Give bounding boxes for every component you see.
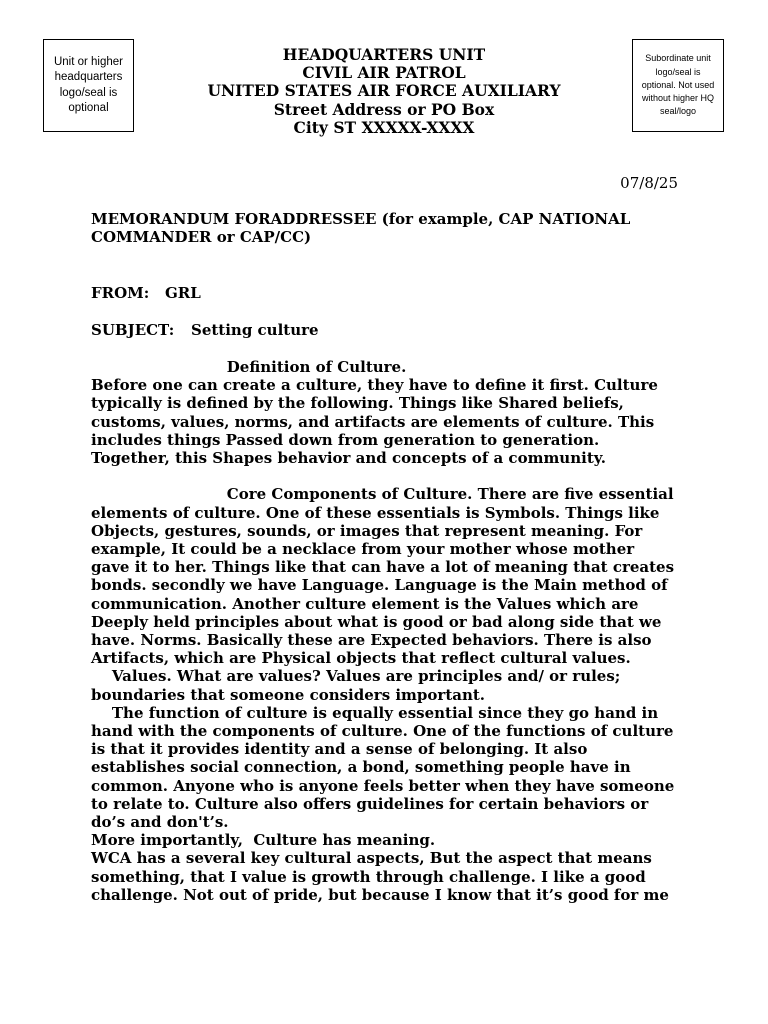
letterhead-line: CIVIL AIR PATROL — [302, 63, 466, 83]
body-line: Together, this Shapes behavior and concepts of a community. — [91, 449, 606, 468]
seal-note-right: Subordinate unit logo/seal is optional. Not used without higher HQ seal/logo — [641, 53, 715, 117]
body-line: gave it to her. Things like that can have a lot of meaning that creates — [91, 558, 675, 577]
letterhead-line: HEADQUARTERS UNIT — [282, 45, 486, 64]
from-value: GRL — [165, 284, 201, 302]
body-line: have. Norms. Basically these are Expected behaviors. There is also — [91, 631, 652, 650]
body-line: Deeply held principles about what is good or bad along side that we — [91, 612, 662, 631]
body-line: is that it provides identity and a sense of belonging. It also — [91, 740, 588, 759]
body-line: includes things Passed down from generation to generation. — [91, 430, 600, 449]
body-line: elements of culture. One of these essentials is Symbols. Things like — [91, 503, 660, 522]
body-line: boundaries that someone considers important. — [91, 685, 486, 704]
memo-addressee-line: MEMORANDUM FORADDRESSEE (for example, CAP NATIONAL — [91, 210, 631, 228]
memo-date: 07/8/25 — [620, 174, 678, 192]
body-line: do’s and don't’s. — [91, 813, 229, 832]
memo-addressee — [91, 210, 691, 247]
unit-seal-placeholder-left — [43, 39, 134, 132]
body-line: example, It could be a necklace from your mother whose mother — [91, 540, 635, 559]
body-line: communication. Another culture element is the Values which are — [91, 594, 639, 613]
body-line: The function of culture is equally essential since they go hand in — [91, 703, 659, 722]
subject-value: Setting culture — [191, 321, 319, 339]
body-line: Core Components of Culture. There are five essential — [91, 485, 674, 504]
blank-line — [91, 467, 711, 485]
body-line: common. Anyone who is anyone feels better when they have someone — [91, 776, 675, 795]
memo-body — [91, 358, 711, 904]
body-line: establishes social connection, a bond, something people have in — [91, 758, 631, 777]
letterhead — [150, 46, 618, 137]
memo-addressee-line: COMMANDER or CAP/CC) — [91, 228, 312, 247]
letterhead-line: Street Address or PO Box — [273, 99, 495, 119]
from-line — [91, 284, 201, 302]
body-line: customs, values, norms, and artifacts are elements of culture. This — [91, 412, 655, 431]
body-line: Artifacts, which are Physical objects that reflect cultural values. — [91, 649, 631, 668]
seal-note-left: Unit or higher headquarters logo/seal is optional — [53, 55, 124, 114]
unit-seal-placeholder-right — [632, 39, 724, 132]
body-line: Definition of Culture. — [91, 358, 407, 376]
letterhead-line: City ST XXXXX-XXXX — [293, 117, 475, 137]
body-line: WCA has a several key cultural aspects, But the aspect that means — [91, 849, 652, 868]
from-label: FROM: — [91, 284, 150, 302]
body-line: Before one can create a culture, they have to define it first. Culture — [91, 376, 658, 395]
subject-label: SUBJECT: — [91, 321, 175, 339]
letterhead-line: UNITED STATES AIR FORCE AUXILIARY — [207, 81, 561, 101]
body-line: challenge. Not out of pride, but because I know that it’s good for me — [91, 885, 669, 904]
body-line: Objects, gestures, sounds, or images that represent meaning. For — [91, 521, 643, 540]
body-line: something, that I value is growth through challenge. I like a good — [91, 867, 646, 886]
body-line: bonds. secondly we have Language. Language is the Main method of — [91, 576, 668, 595]
body-line: hand with the components of culture. One of the functions of culture — [91, 722, 674, 741]
subject-line — [91, 321, 319, 339]
body-line: More importantly, Culture has meaning. — [91, 831, 436, 850]
body-line: typically is defined by the following. Things like Shared beliefs, — [91, 394, 624, 413]
body-line: to relate to. Culture also offers guidelines for certain behaviors or — [91, 794, 649, 813]
body-line: Values. What are values? Values are principles and/ or rules; — [91, 667, 621, 686]
